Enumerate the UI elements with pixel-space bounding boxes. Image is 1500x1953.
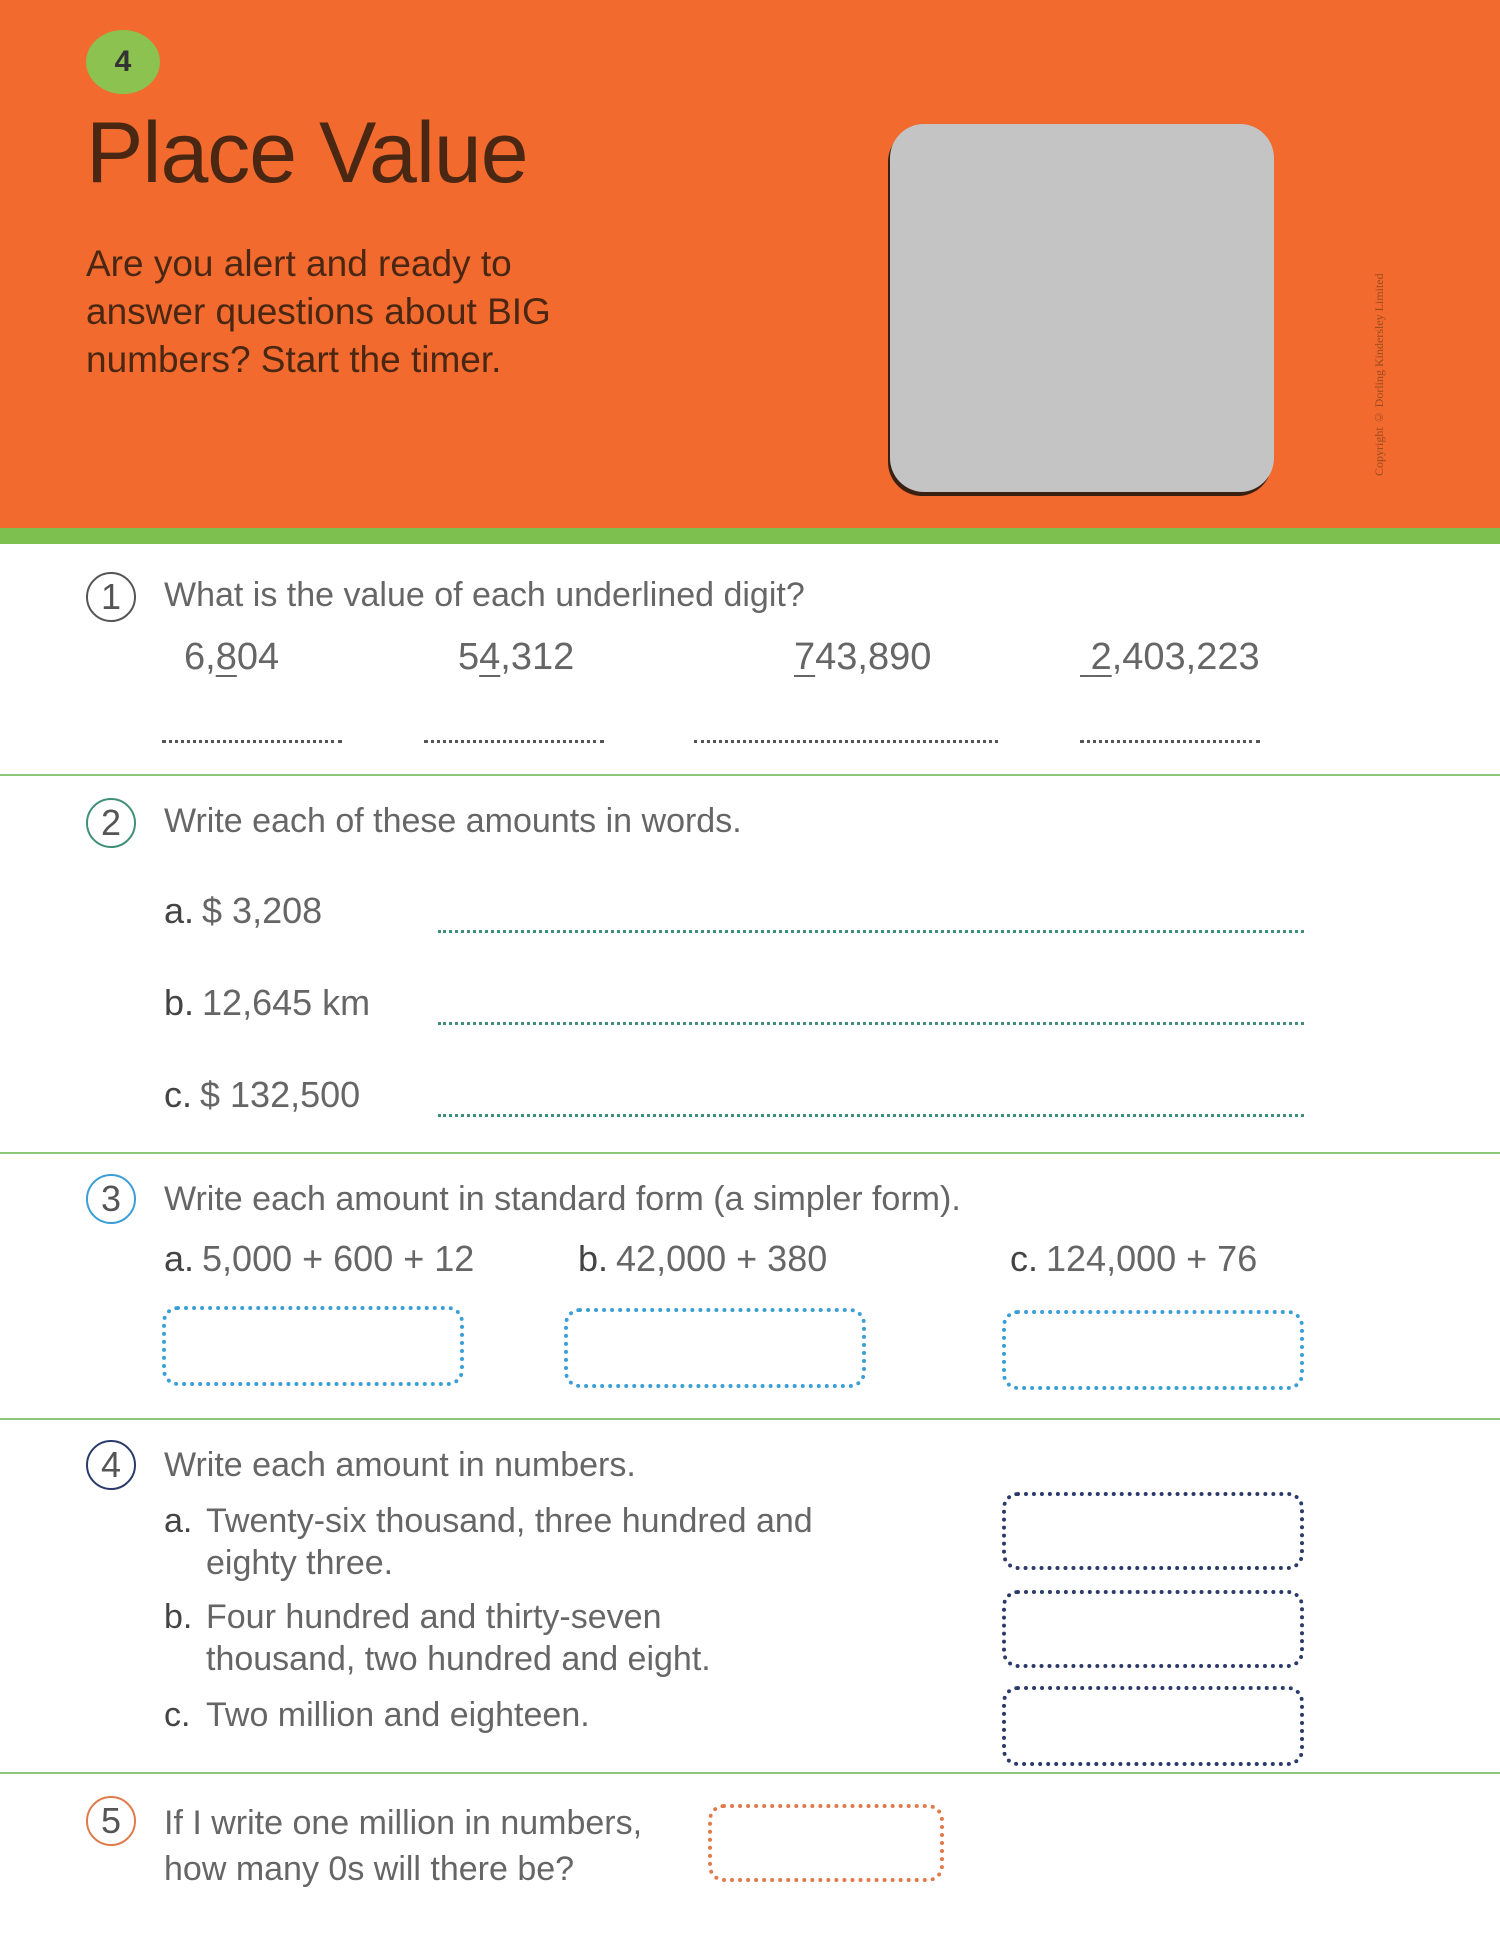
question-5-number: 5 (86, 1796, 136, 1846)
q3-item-c: c. 124,000 + 76 (1010, 1238, 1258, 1279)
q1-number-c: 743,890 (794, 636, 932, 678)
q3-answer-box-a[interactable] (162, 1306, 464, 1386)
q1-answer-line-c[interactable] (694, 740, 998, 743)
q1-answer-line-b[interactable] (424, 740, 604, 743)
q4-item-b: b. Four hundred and thirty-seven thousand, two hundred and eight. (164, 1598, 711, 1678)
q1-number-d: 2,403,223 (1090, 636, 1260, 678)
question-1-prompt: What is the value of each underlined digit? (164, 576, 805, 614)
question-4-number: 4 (86, 1440, 136, 1490)
q2-item-c: c. $ 132,500 (164, 1074, 361, 1115)
q4-answer-box-b[interactable] (1002, 1590, 1304, 1668)
section-divider (0, 1418, 1500, 1420)
q1-answer-line-a[interactable] (162, 740, 342, 743)
q2-item-b: b. 12,645 km (164, 982, 371, 1023)
question-2-number: 2 (86, 798, 136, 848)
section-divider (0, 1772, 1500, 1774)
q1-number-b: 54,312 (458, 636, 575, 678)
copyright-notice: Copyright © Dorling Kindersley Limited (1372, 273, 1386, 477)
question-1-number: 1 (86, 572, 136, 622)
photo-placeholder (890, 124, 1274, 492)
q2-answer-line-b[interactable] (438, 1022, 1304, 1025)
q3-answer-box-c[interactable] (1002, 1310, 1304, 1390)
q4-item-a: a. Twenty-six thousand, three hundred and eighty three. (164, 1502, 813, 1582)
page-number-badge: 4 (86, 30, 160, 94)
q4-answer-box-a[interactable] (1002, 1492, 1304, 1570)
header-divider-band (0, 528, 1500, 544)
section-divider (0, 774, 1500, 776)
question-3-number: 3 (86, 1174, 136, 1224)
page-title: Place Value (86, 105, 528, 201)
question-5-prompt-line1: If I write one million in numbers, (164, 1804, 643, 1842)
q4-answer-box-c[interactable] (1002, 1686, 1304, 1766)
section-divider (0, 1152, 1500, 1154)
q2-answer-line-a[interactable] (438, 930, 1304, 933)
q3-item-b: b. 42,000 + 380 (578, 1238, 828, 1279)
question-5-prompt-line2: how many 0s will there be? (164, 1850, 575, 1888)
q5-answer-box[interactable] (708, 1804, 944, 1882)
q2-item-a: a. $ 3,208 (164, 890, 323, 931)
q2-answer-line-c[interactable] (438, 1114, 1304, 1117)
intro-text: Are you alert and ready to answer questions about BIG numbers? Start the timer. (86, 243, 551, 380)
q4-item-c: c. Two million and eighteen. (164, 1696, 590, 1734)
question-2-prompt: Write each of these amounts in words. (164, 802, 742, 840)
q3-answer-box-b[interactable] (564, 1308, 866, 1388)
question-4-prompt: Write each amount in numbers. (164, 1446, 636, 1484)
q1-answer-line-d[interactable] (1080, 740, 1260, 743)
q3-item-a: a. 5,000 + 600 + 12 (164, 1238, 475, 1279)
q1-number-a: 6,804 (184, 636, 280, 678)
question-3-prompt: Write each amount in standard form (a simpler form). (164, 1180, 961, 1218)
